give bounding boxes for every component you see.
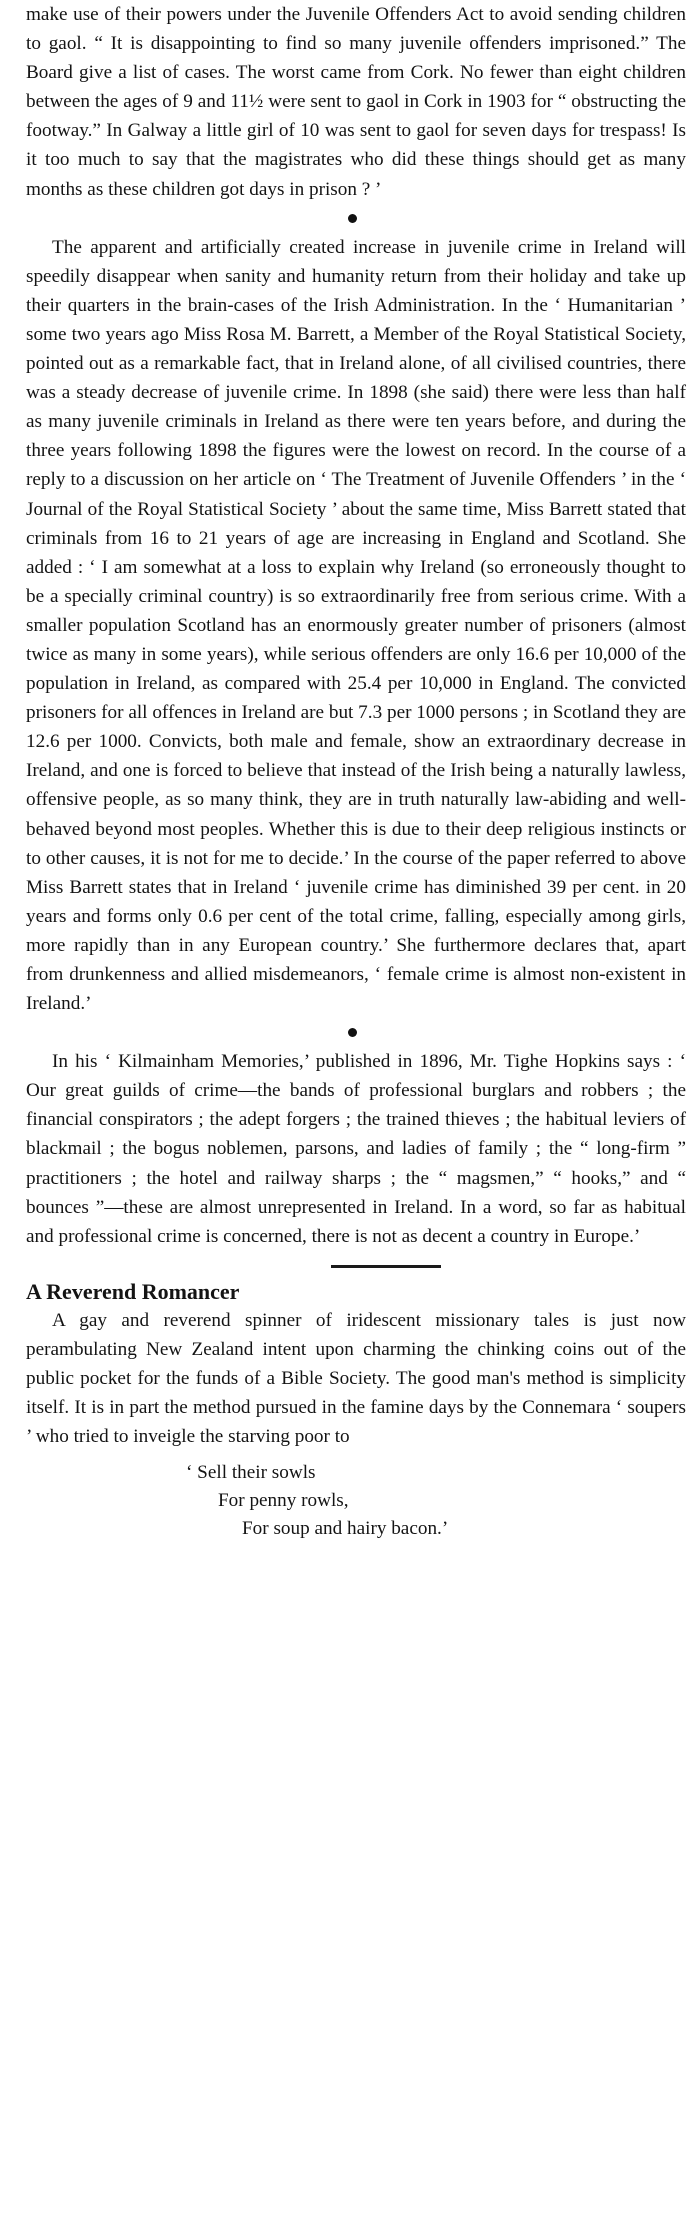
verse-line: For soup and hairy bacon.’ xyxy=(242,1518,449,1540)
section-bullet xyxy=(348,214,357,223)
article-heading: A Reverend Romancer xyxy=(26,1278,240,1304)
paragraph-reverend-romancer: A gay and reverend spinner of iridescent missionary tales is just now perambulating New Zealand intent upon charming the chinking coins out of the public pocket for the funds of a Bible Society. The good man's method is simplicity itself. It is in part the method pursued in the famine days by the Connemara ‘ soupers ’ who tried to inveigle the starving poor to xyxy=(26,1309,686,1448)
paragraph-kilmainham-memories: In his ‘ Kilmainham Memories,’ published in 1896, Mr. Tighe Hopkins says : ‘ Our great guilds of crime—the bands of professional burglars and robbers ; the financial conspirators ; the adept forgers ; the trained thieves ; the habitual leviers of blackmail ; the bogus noblemen, parsons, and ladies of family ; the “ long-firm ” practitioners ; the hotel and railway sharps ; the “ magsmen,” “ hooks,” and “ bounces ”—these are almost unrepresented in Ireland. In a word, so far as habitual and professional crime is concerned, there is not as decent a country in Europe.’ xyxy=(26,1051,686,1247)
section-divider xyxy=(331,1265,441,1268)
paragraph-juvenile-crime-ireland: The apparent and artificially created increase in juvenile crime in Ireland will speedily disappear when sanity and humanity return from their holiday and take up their quarters in the brain-cases of the Irish Administration. In the ‘ Humanitarian ’ some two years ago Miss Rosa M. Barrett, a Member of the Royal Statistical Society, pointed out as a remarkable fact, that in Ireland alone, of all civilised countries, there was a steady decrease of juvenile crime. In 1898 (she said) there were less than half as many juvenile criminals in Ireland as there were ten years before, and during the three years following 1898 the figures were the lowest on record. In the course of a reply to a discussion on her article on ‘ The Treatment of Juvenile Offenders ’ in the ‘ Journal of the Royal Statistical Society ’ about the same time, Miss Barrett stated that criminals from 16 to 21 years of age are increasing in England and Scotland. She added : ‘ I am somewhat at a loss to explain why Ireland (so erroneously thought to be a specially criminal country) is so extraordinarily free from serious crime. With a smaller population Scotland has an enormously greater number of prisoners (almost twice as many in some years), while serious offenders are only 16.6 per 10,000 of the population in Ireland, as compared with 25.4 per 10,000 in England. The convicted prisoners for all offences in Ireland are but 7.3 per 1000 persons ; in Scotland they are 12.6 per 1000. Convicts, both male and female, show an extraordinary decrease in Ireland, and one is forced to believe that instead of the Irish being a naturally lawless, offensive people, as so many think, they are in truth naturally law-abiding and well-behaved beyond most peoples. Whether this is due to their deep religious instincts or to other causes, it is not for me to decide.’ In the course of the paper referred to above Miss Barrett states that in Ireland ‘ juvenile crime has diminished 39 per cent. in 20 years and forms only 0.6 per cent of the total crime, falling, especially among girls, more rapidly than in any European country.’ She furthermore declares that, apart from drunkenness and allied misdemeanors, ‘ female crime is almost non-existent in Ireland.’ xyxy=(26,236,686,1015)
verse-quote xyxy=(26,1459,686,1543)
paragraph-juvenile-offenders: make use of their powers under the Juvenile Offenders Act to avoid sending children to gaol. “ It is disappointing to find so many juvenile offenders imprisoned.” The Board give a list of cases. The worst came from Cork. No fewer than eight children between the ages of 9 and 11½ were sent to gaol in Cork in 1903 for “ obstructing the footway.” In Galway a little girl of 10 was sent to gaol for seven days for trespass! Is it too much to say that the magistrates who did these things should get as many months as these children got days in prison ? ’ xyxy=(26,4,686,200)
section-bullet xyxy=(348,1028,357,1037)
verse-line: For penny rowls, xyxy=(218,1490,349,1512)
verse-line: ‘ Sell their sowls xyxy=(186,1462,316,1484)
